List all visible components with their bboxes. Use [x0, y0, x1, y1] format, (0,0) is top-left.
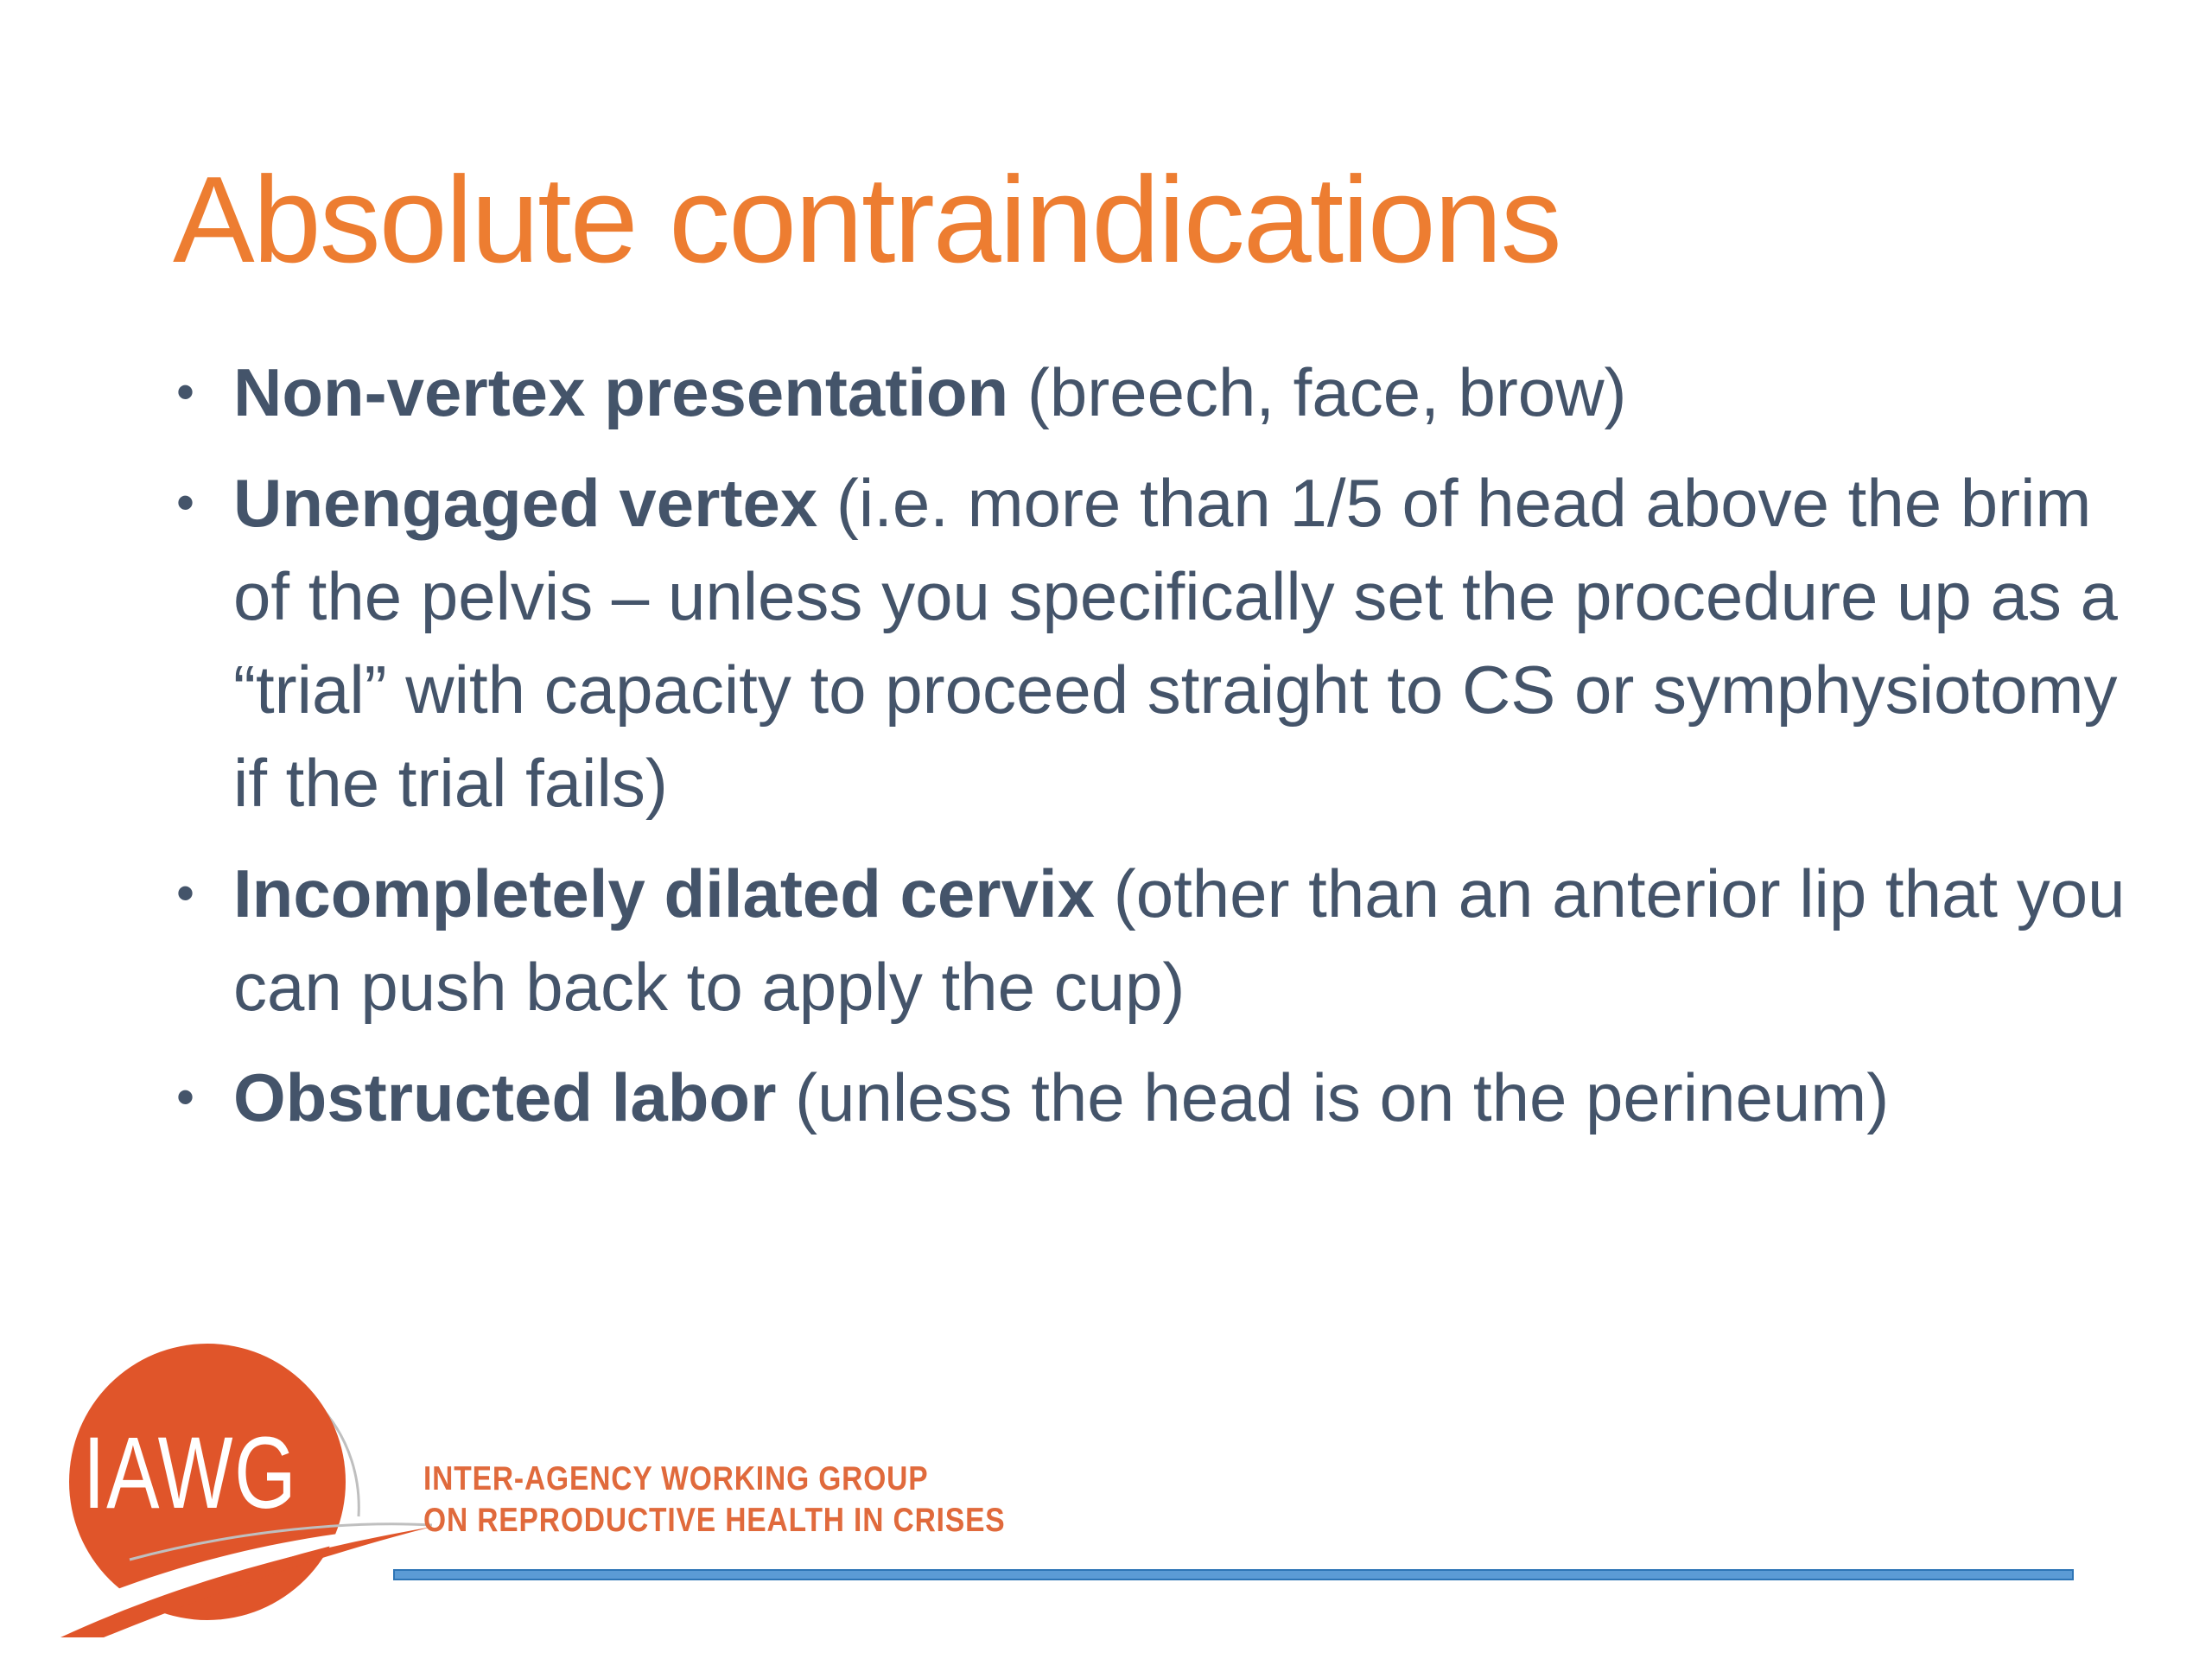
bullet-dot: • [176, 474, 195, 531]
bullet-detail: (i.e. more than 1/5 of head above the brim of the pelvis – unless you specifically set the procedure up as a “trial” with capacity to proceed straight to CS or symphysiotomy if the trial fails) [233, 465, 2118, 821]
bullet-item-incompletely-dilated [173, 847, 2126, 1033]
bullet-list [173, 346, 2126, 1161]
footer-divider [393, 1569, 2074, 1580]
org-name-line-1: INTER-AGENCY WORKING GROUP [423, 1460, 929, 1497]
bullet-dot: • [176, 363, 195, 421]
logo-wordmark: IAWG [83, 1416, 298, 1530]
bullet-detail: (other than an anterior lip that you can push back to apply the cup) [233, 855, 2126, 1025]
bullet-dot: • [176, 864, 195, 922]
bullet-term: Obstructed labor [233, 1059, 777, 1135]
bullet-term: Incompletely dilated cervix [233, 855, 1096, 931]
bullet-item-obstructed-labor [173, 1051, 2126, 1144]
bullet-detail: (unless the head is on the perineum) [776, 1059, 1890, 1135]
bullet-item-non-vertex [173, 346, 2126, 439]
bullet-term: Unengaged vertex [233, 465, 818, 541]
bullet-dot: • [176, 1068, 195, 1126]
bullet-item-unengaged-vertex [173, 456, 2126, 830]
bullet-detail: (breech, face, brow) [1008, 354, 1627, 430]
slide-title: Absolute contraindications [173, 151, 1560, 289]
bullet-term: Non-vertex presentation [233, 354, 1009, 430]
org-name-line-2: ON REPRODUCTIVE HEALTH IN CRISES [423, 1502, 1006, 1539]
